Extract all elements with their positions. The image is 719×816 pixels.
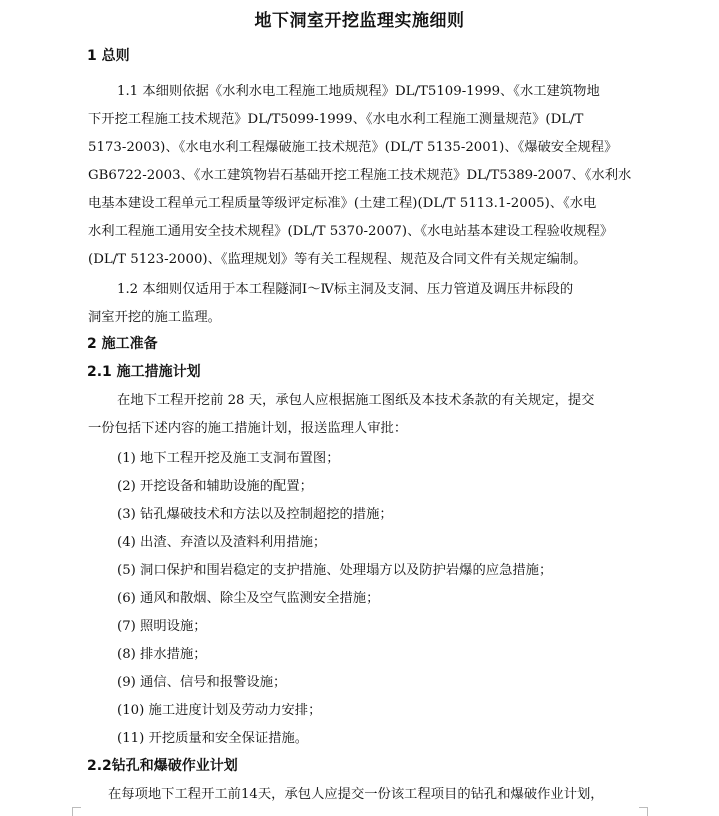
paragraph-line: (DL/T 5123-2000)、《监理规划》等有关工程规程、规范及合同文件有关规定编制。 <box>88 252 587 267</box>
paragraph-line: 在每项地下工程开工前14天，承包人应提交一份该工程项目的钻孔和爆破作业计划， <box>108 787 604 802</box>
list-item: (1) 地下工程开挖及施工支洞布置图； <box>117 451 340 466</box>
section-2-heading: 2 施工准备 <box>87 336 158 352</box>
list-item: (7) 照明设施； <box>117 619 207 634</box>
paragraph-line: 电基本建设工程单元工程质量等级评定标准》(土建工程)(DL/T 5113.1-2005)、《水电 <box>88 196 597 211</box>
paragraph-line: 1.1 本细则依据《水利水电工程施工地质规程》DL/T5109-1999、《水工建筑物地 <box>117 84 600 99</box>
paragraph-line: GB6722-2003、《水工建筑物岩石基础开挖工程施工技术规范》DL/T5389-2007、《水利水 <box>88 168 632 183</box>
paragraph-line: 在地下工程开挖前 28 天，承包人应根据施工图纸及本技术条款的有关规定，提交 <box>117 393 595 408</box>
list-item: (2) 开挖设备和辅助设施的配置； <box>117 479 313 494</box>
paragraph-line: 5173-2003)、《水电水利工程爆破施工技术规范》(DL/T 5135-2001)、《爆破安全规程》 <box>88 140 618 155</box>
paragraph-line: 下开挖工程施工技术规范》DL/T5099-1999、《水电水利工程施工测量规范》(DL/T <box>88 112 584 127</box>
list-item: (10) 施工进度计划及劳动力安排； <box>117 703 322 718</box>
document-title: 地下洞室开挖监理实施细则 <box>254 11 465 31</box>
list-item: (6) 通风和散烟、除尘及空气监测安全措施； <box>117 591 380 606</box>
subsection-2-1-heading: 2.1 施工措施计划 <box>87 364 201 380</box>
list-item: (11) 开挖质量和安全保证措施。 <box>117 731 309 746</box>
list-item: (4) 出渣、弃渣以及渣料利用措施； <box>117 535 327 550</box>
section-1-heading: 1 总则 <box>87 48 130 64</box>
list-item: (9) 通信、信号和报警设施； <box>117 675 287 690</box>
paragraph-line: 水利工程施工通用安全技术规程》(DL/T 5370-2007)、《水电站基本建设工程验收规程》 <box>88 224 614 239</box>
list-item: (3) 钻孔爆破技术和方法以及控制超挖的措施； <box>117 507 393 522</box>
subsection-2-2-heading: 2.2钻孔和爆破作业计划 <box>87 758 238 774</box>
paragraph-line: 一份包括下述内容的施工措施计划，报送监理人审批： <box>88 421 408 436</box>
paragraph-line: 1.2 本细则仅适用于本工程隧洞Ⅰ～Ⅳ标主洞及支洞、压力管道及调压井标段的 <box>117 282 574 297</box>
paragraph-line: 洞室开挖的施工监理。 <box>88 310 221 325</box>
list-item: (8) 排水措施； <box>117 647 207 662</box>
list-item: (5) 洞口保护和围岩稳定的支护措施、处理塌方以及防护岩爆的应急措施； <box>117 563 553 578</box>
